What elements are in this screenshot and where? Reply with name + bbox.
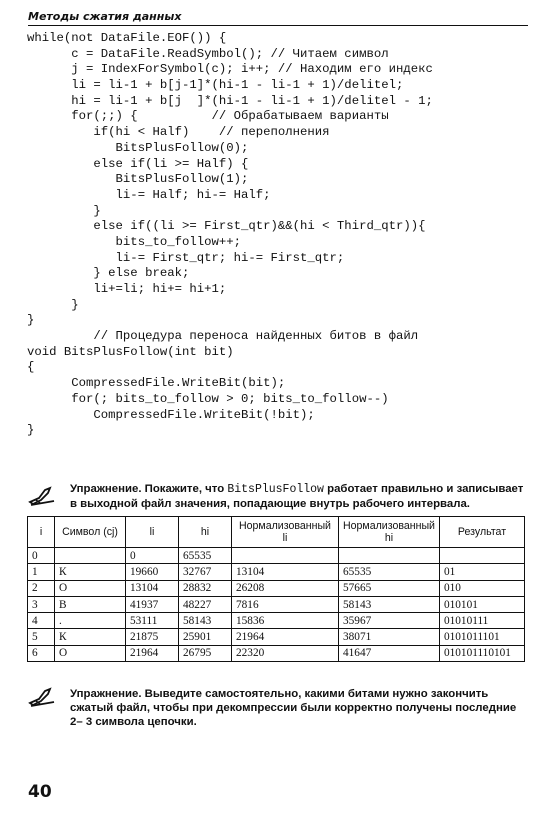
table-cell: 22320	[232, 645, 339, 661]
code-line: }	[27, 203, 101, 218]
table-cell: 58143	[339, 596, 440, 612]
code-line: hi = li-1 + b[j ]*(hi-1 - li-1 + 1)/delitel - 1;	[27, 93, 433, 108]
table-cell: 010101	[439, 596, 524, 612]
exercise-1-code-word: BitsPlusFollow	[227, 483, 324, 496]
table-cell: 010	[439, 580, 524, 596]
table-header-row	[28, 517, 525, 548]
table-cell: 53111	[126, 613, 179, 629]
code-line: else if(li >= Half) {	[27, 156, 249, 171]
results-table	[27, 516, 525, 662]
running-header: Методы сжатия данных	[28, 10, 528, 26]
table-cell	[232, 548, 339, 564]
table-cell: 13104	[232, 564, 339, 580]
exercise-1-text	[70, 482, 528, 511]
table-cell: 38071	[339, 629, 440, 645]
exercise-2-label: Упражнение.	[70, 688, 142, 700]
exercise-2-body: Выведите самостоятельно, какими битами нужно закончить сжатый файл, чтобы при декомпрессии были корректно получены последние 2– 3 символа цепочки.	[70, 688, 517, 729]
code-line: li-= First_qtr; hi-= First_qtr;	[27, 250, 345, 265]
table-header-cell: li	[126, 517, 179, 548]
exercise-pencil-icon	[28, 687, 58, 709]
table-row	[28, 548, 525, 564]
code-line: {	[27, 360, 35, 375]
table-cell: 19660	[126, 564, 179, 580]
table-cell: 21964	[126, 645, 179, 661]
exercise-1-text-after: работает правильно и записывает в выходной файл значения, попадающие внутрь рабочего интервала.	[70, 483, 524, 511]
table-header-cell: i	[28, 517, 55, 548]
code-line: void BitsPlusFollow(int bit)	[27, 344, 234, 359]
code-line: }	[27, 297, 79, 312]
table-cell: 65535	[339, 564, 440, 580]
code-line: CompressedFile.WriteBit(bit);	[27, 376, 286, 391]
code-line: li+=li; hi+= hi+1;	[27, 282, 227, 296]
exercise-1-text-before: Покажите, что	[141, 483, 228, 495]
exercise-2-text	[70, 687, 528, 730]
code-line: for(; bits_to_follow > 0; bits_to_follow--)	[27, 391, 389, 406]
table-row	[28, 580, 525, 596]
table-cell: 2	[28, 580, 55, 596]
table-header-cell: Результат	[439, 517, 524, 548]
table-cell: 25901	[179, 629, 232, 645]
table-row	[28, 596, 525, 612]
table-cell: 65535	[179, 548, 232, 564]
code-line: li-= Half; hi-= Half;	[27, 187, 271, 202]
table-cell	[339, 548, 440, 564]
table-cell: 4	[28, 613, 55, 629]
code-listing	[27, 31, 527, 439]
table-cell: К	[55, 629, 126, 645]
table-header-cell: Нормализованный hi	[339, 517, 440, 548]
code-line: if(hi < Half) // переполнения	[27, 125, 330, 140]
table-cell: 6	[28, 645, 55, 661]
table-cell: 0	[28, 548, 55, 564]
exercise-pencil-icon	[28, 486, 58, 508]
table-cell: 3	[28, 596, 55, 612]
table-cell: 32767	[179, 564, 232, 580]
table-cell: 01010111	[439, 613, 524, 629]
table-cell: 7816	[232, 596, 339, 612]
table-cell: 57665	[339, 580, 440, 596]
table-cell: .	[55, 613, 126, 629]
page-number: 40	[28, 782, 52, 802]
table-row	[28, 629, 525, 645]
table-row	[28, 645, 525, 661]
table-cell: 26795	[179, 645, 232, 661]
table-cell: 010101110101	[439, 645, 524, 661]
table-cell: О	[55, 580, 126, 596]
code-line: }	[27, 423, 35, 438]
table-cell: 0	[126, 548, 179, 564]
table-header-cell: hi	[179, 517, 232, 548]
code-line: while(not DataFile.EOF()) {	[27, 31, 227, 45]
table-row	[28, 564, 525, 580]
table-cell: 21964	[232, 629, 339, 645]
exercise-1-label: Упражнение.	[70, 483, 142, 495]
code-line: li = li-1 + b[j-1]*(hi-1 - li-1 + 1)/delitel;	[27, 78, 404, 93]
table-header-cell: Символ (cj)	[55, 517, 126, 548]
code-line: // Процедура переноса найденных битов в файл	[27, 329, 419, 344]
table-cell: 21875	[126, 629, 179, 645]
table-cell: 0101011101	[439, 629, 524, 645]
table-cell	[55, 548, 126, 564]
table-cell: 35967	[339, 613, 440, 629]
code-line: } else break;	[27, 266, 190, 281]
table-cell: К	[55, 564, 126, 580]
code-line: bits_to_follow++;	[27, 234, 242, 249]
code-line: }	[27, 313, 35, 328]
table-cell: 41647	[339, 645, 440, 661]
code-line: BitsPlusFollow(1);	[27, 172, 249, 187]
table-cell: 48227	[179, 596, 232, 612]
table-header-cell: Нормализованный li	[232, 517, 339, 548]
code-line: BitsPlusFollow(0);	[27, 140, 249, 155]
table-cell: О	[55, 645, 126, 661]
table-cell: 15836	[232, 613, 339, 629]
code-line: CompressedFile.WriteBit(!bit);	[27, 407, 315, 422]
table-cell: 13104	[126, 580, 179, 596]
code-line: c = DataFile.ReadSymbol(); // Читаем символ	[27, 46, 389, 61]
code-line: for(;;) { // Обрабатываем варианты	[27, 109, 389, 124]
code-line: else if((li >= First_qtr)&&(hi < Third_qtr)){	[27, 219, 426, 234]
code-line: j = IndexForSymbol(c); i++; // Находим его индекс	[27, 62, 433, 77]
table-cell: 28832	[179, 580, 232, 596]
table-cell: 58143	[179, 613, 232, 629]
table-cell: 01	[439, 564, 524, 580]
table-cell: 5	[28, 629, 55, 645]
table-cell: 41937	[126, 596, 179, 612]
table-cell: 26208	[232, 580, 339, 596]
table-cell: В	[55, 596, 126, 612]
table-cell	[439, 548, 524, 564]
table-row	[28, 613, 525, 629]
table-cell: 1	[28, 564, 55, 580]
